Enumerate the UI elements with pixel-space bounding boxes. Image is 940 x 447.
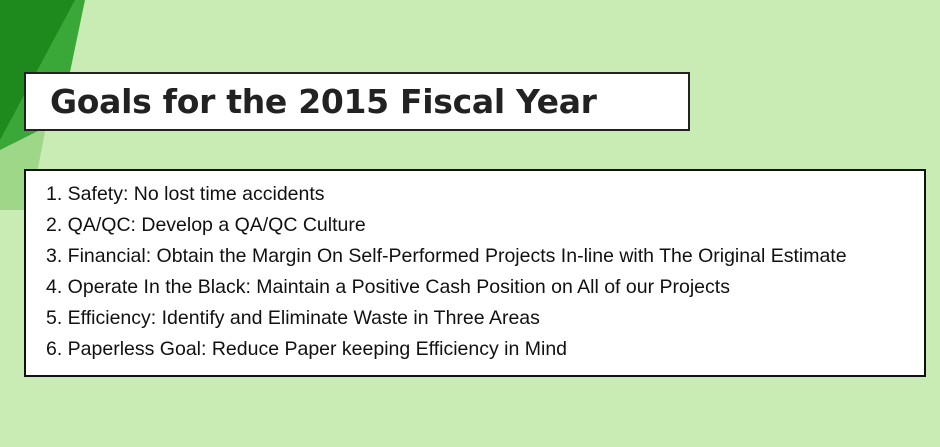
goal-item-qaqc: 2. QA/QC: Develop a QA/QC Culture bbox=[46, 214, 366, 236]
title-box bbox=[24, 72, 690, 131]
goals-box bbox=[24, 169, 926, 377]
goal-item-financial: 3. Financial: Obtain the Margin On Self-Performed Projects In-line with The Original Estimate bbox=[46, 245, 847, 267]
goal-item-operate-black: 4. Operate In the Black: Maintain a Positive Cash Position on All of our Projects bbox=[46, 276, 730, 298]
page-title: Goals for the 2015 Fiscal Year bbox=[50, 82, 597, 121]
goal-item-efficiency: 5. Efficiency: Identify and Eliminate Waste in Three Areas bbox=[46, 307, 540, 329]
goals-list bbox=[46, 179, 847, 365]
goal-item-paperless: 6. Paperless Goal: Reduce Paper keeping Efficiency in Mind bbox=[46, 338, 568, 360]
goal-item-safety: 1. Safety: No lost time accidents bbox=[46, 183, 325, 205]
